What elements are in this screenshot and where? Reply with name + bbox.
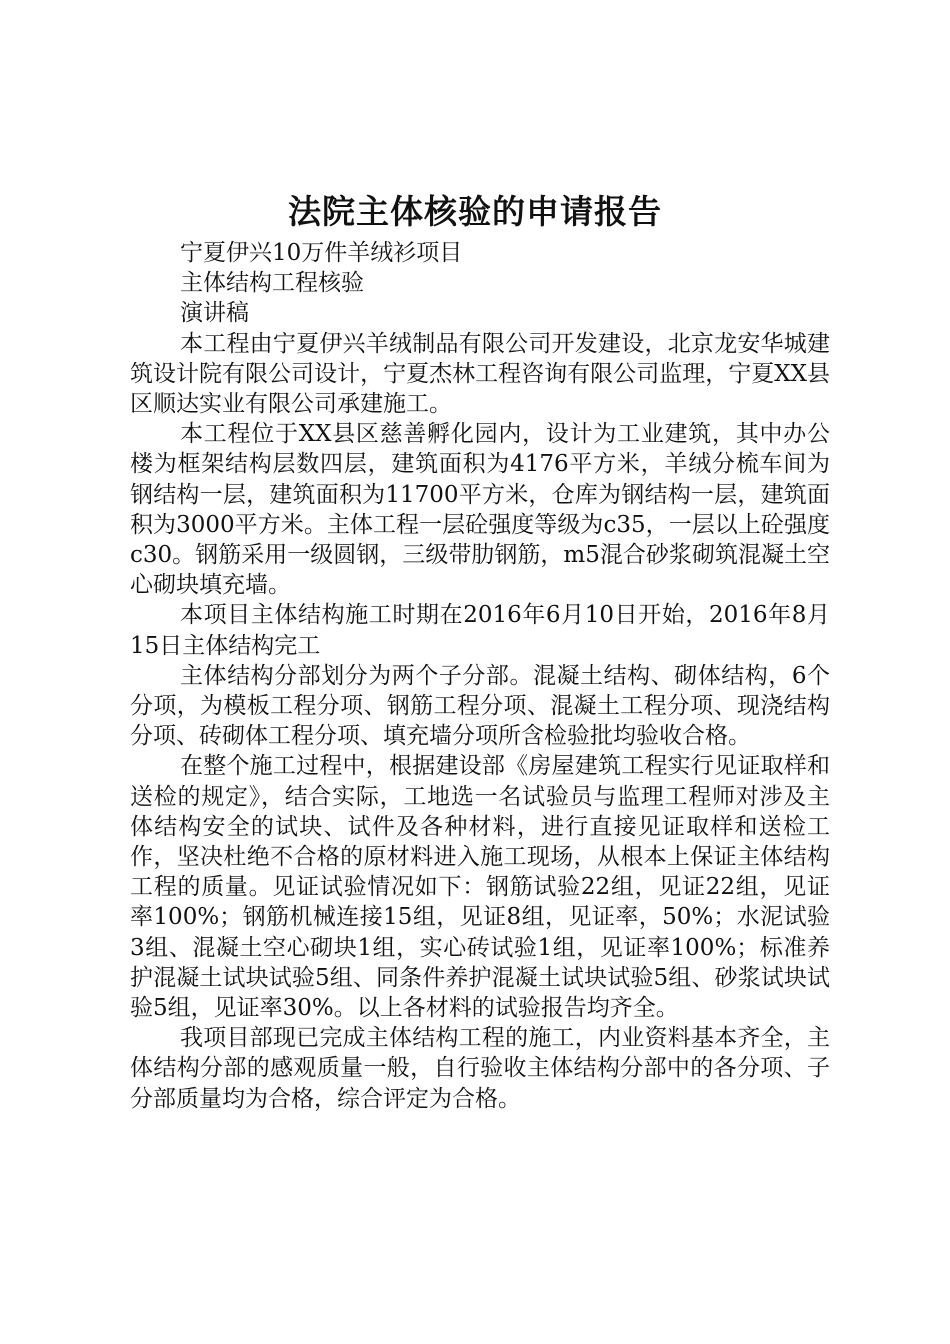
paragraph-overview: 本工程位于XX县区慈善孵化园内，设计为工业建筑，其中办公楼为框架结构层数四层，建筑面积为4176平方米，羊绒分梳车间为钢结构一层，建筑面积为11700平方米，仓库为钢结构一层，建筑面积为3000平方米。主体工程一层砼强度等级为c35，一层以上砼强度c30。钢筋采用一级圆钢，三级带肋钢筋，m5混合砂浆砌筑混凝土空心砌块填充墙。: [130, 421, 830, 599]
document-title: 法院主体核验的申请报告: [288, 192, 662, 231]
paragraph-schedule: 本项目主体结构施工时期在2016年6月10日开始，2016年8月15日主体结构完工: [130, 602, 830, 659]
project-name-line: 宁夏伊兴10万件羊绒衫项目: [180, 240, 463, 266]
subject-line: 主体结构工程核验: [180, 270, 364, 297]
paragraph-division: 主体结构分部划分为两个子分部。混凝土结构、砌体结构，6个分项，为模板工程分项、钢筋工程分项、混凝土工程分项、现浇结构分项、砖砌体工程分项、填充墙分项所含检验批均验收合格。: [130, 662, 830, 750]
doc-type-line: 演讲稿: [180, 300, 249, 327]
paragraph-testing: 在整个施工过程中，根据建设部《房屋建筑工程实行见证取样和送检的规定》，结合实际，工地选一名试验员与监理工程师对涉及主体结构安全的试块、试件及各种材料，进行直接见证取样和送检工作，坚决杜绝不合格的原材料进入施工现场，从根本上保证主体结构工程的质量。见证试验情况如下：钢筋试验22组，见证22组，见证率100%；钢筋机械连接15组，见证8组，见证率，50%；水泥试验3组、混凝土空心砌块1组，实心砖试验1组，见证率100%；标准养护混凝土试块试验5组、同条件养护混凝土试块试验5组、砂浆试块试验5组，见证率30%。以上各材料的试验报告均齐全。: [130, 753, 830, 1022]
paragraph-parties: 本工程由宁夏伊兴羊绒制品有限公司开发建设，北京龙安华城建筑设计院有限公司设计，宁夏杰林工程咨询有限公司监理，宁夏XX县区顺达实业有限公司承建施工。: [130, 330, 830, 418]
paragraph-conclusion: 我项目部现已完成主体结构工程的施工，内业资料基本齐全，主体结构分部的感观质量一般，自行验收主体结构分部中的各分项、子分部质量均为合格，综合评定为合格。: [130, 1025, 830, 1112]
document-body: [130, 238, 830, 1114]
